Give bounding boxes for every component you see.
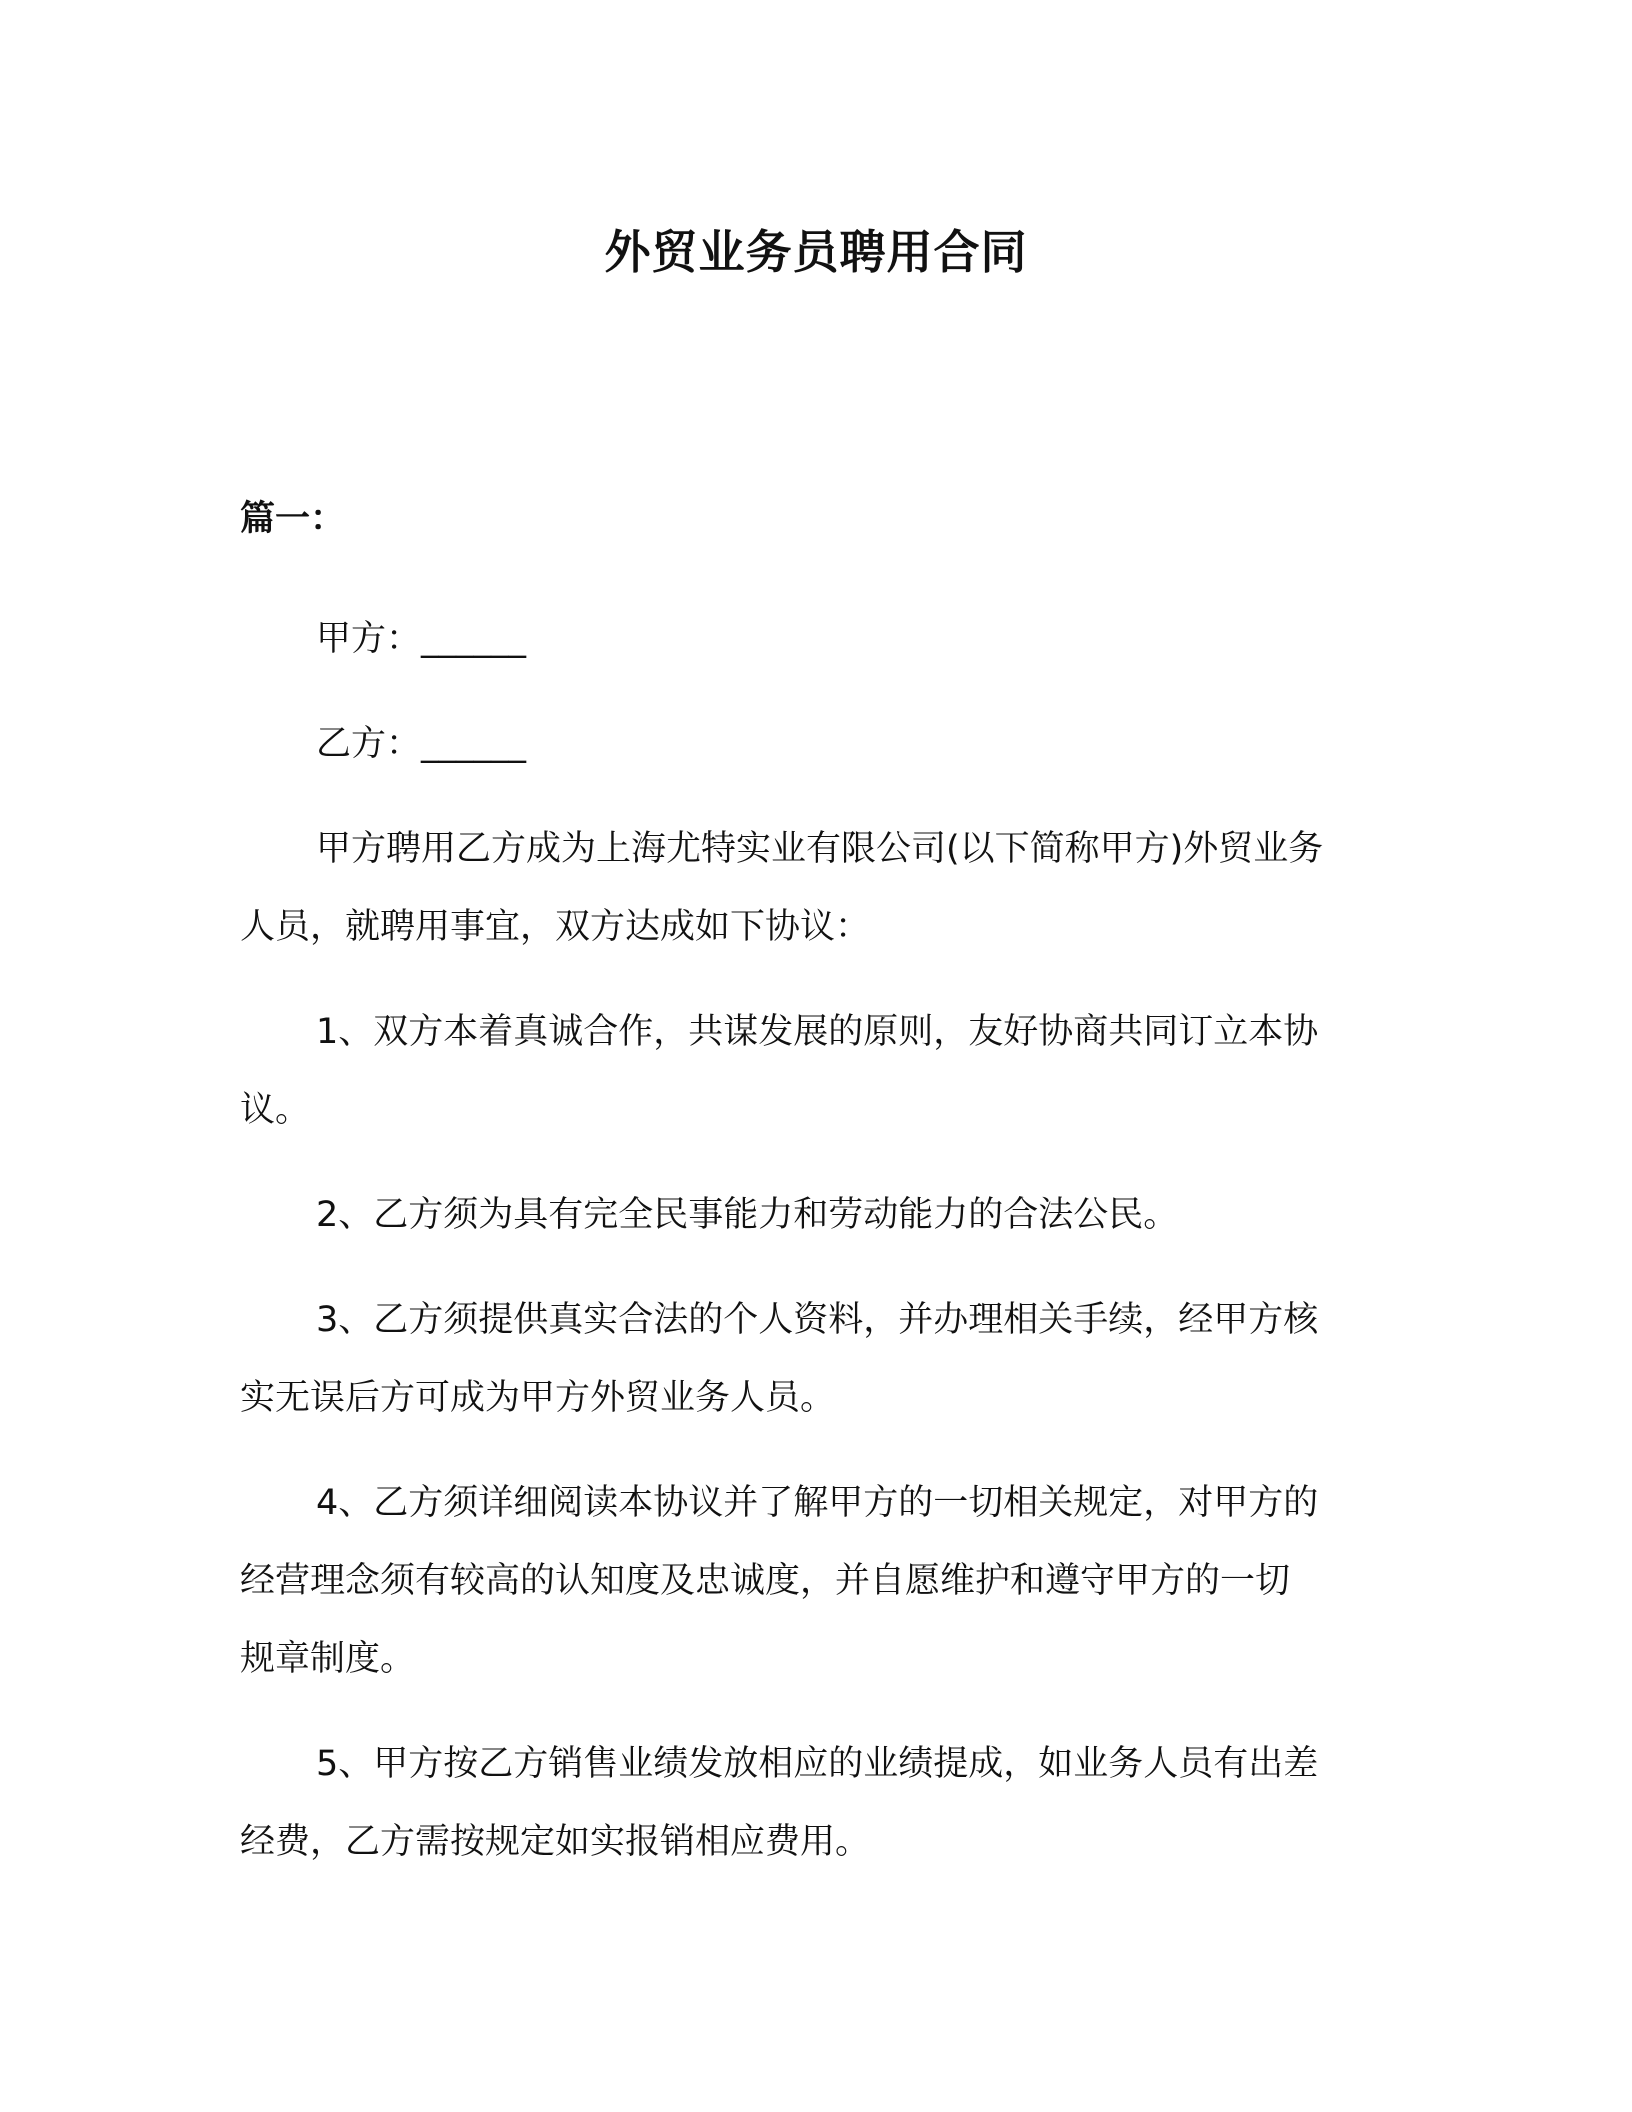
document-title: 外贸业务员聘用合同: [604, 225, 1028, 279]
section-heading: 篇一：: [240, 499, 346, 539]
clause-2-paragraph: 2、乙方须为具有完全民事能力和劳动能力的合法公民。: [316, 1195, 1179, 1235]
clause-3-paragraph: 3、乙方须提供真实合法的个人资料，并办理相关手续，经甲方核 实无误后方可成为甲方外贸业务人员。: [240, 1300, 1319, 1418]
clause-4-paragraph: 4、乙方须详细阅读本协议并了解甲方的一切相关规定，对甲方的 经营理念须有较高的认知度及忠诚度，并自愿维护和遵守甲方的一切 规章制度。: [240, 1483, 1319, 1679]
party-b-line: 乙方：______: [316, 724, 527, 764]
document-body: [240, 600, 1380, 1908]
party-a-line: 甲方：______: [316, 619, 527, 659]
clause-5-paragraph: 5、甲方按乙方销售业绩发放相应的业绩提成，如业务人员有出差 经费，乙方需按规定如实报销相应费用。: [240, 1744, 1319, 1862]
clause-1-paragraph: 1、双方本着真诚合作，共谋发展的原则，友好协商共同订立本协 议。: [240, 1012, 1319, 1130]
intro-paragraph: 甲方聘用乙方成为上海尤特实业有限公司(以下简称甲方)外贸业务 人员，就聘用事宜，双方达成如下协议：: [240, 829, 1324, 947]
